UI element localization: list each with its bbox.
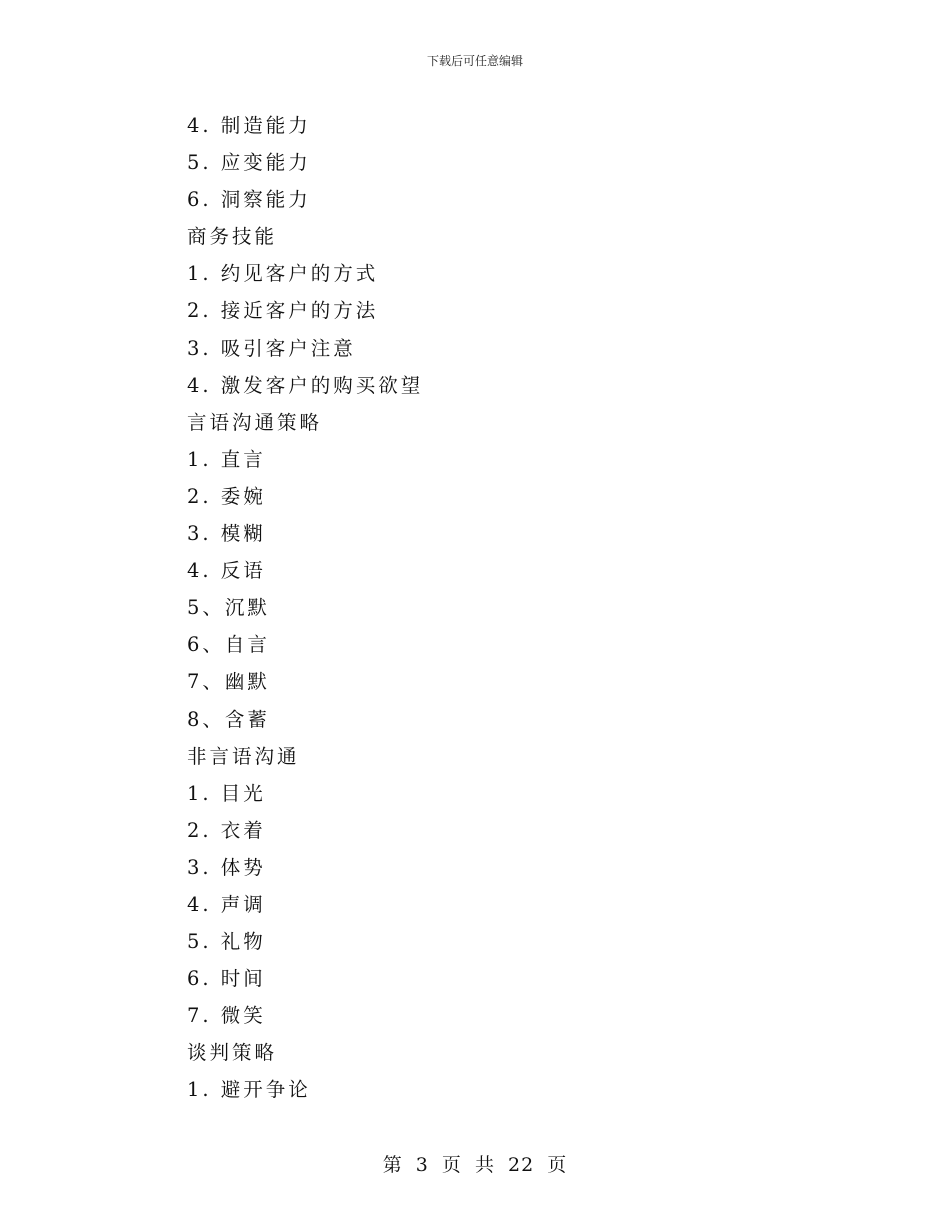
list-item: 1. 直言 <box>187 447 266 471</box>
page-number-footer: 第 3 页 共 22 页 <box>382 1154 568 1176</box>
list-item: 1. 约见客户的方式 <box>187 262 379 286</box>
list-item: 7. 微笑 <box>187 1004 266 1028</box>
list-item: 6. 洞察能力 <box>187 188 311 212</box>
list-item: 3. 模糊 <box>187 522 266 546</box>
list-item: 2. 衣着 <box>187 818 266 842</box>
list-item: 4. 制造能力 <box>187 114 311 137</box>
list-item: 6. 时间 <box>187 967 266 991</box>
section-heading: 非言语沟通 <box>187 744 300 768</box>
section-heading: 谈判策略 <box>187 1041 278 1065</box>
list-item: 2. 接近客户的方法 <box>187 299 379 323</box>
list-item: 5. 礼物 <box>187 930 266 954</box>
list-item: 1. 目光 <box>187 781 266 805</box>
list-item: 1. 避开争论 <box>187 1078 311 1102</box>
list-item: 4. 反语 <box>187 559 266 583</box>
document-body <box>187 107 867 1109</box>
section-heading: 商务技能 <box>187 225 278 249</box>
list-item: 5、沉默 <box>187 596 270 620</box>
list-item: 2. 委婉 <box>187 484 266 508</box>
list-item: 5. 应变能力 <box>187 151 311 175</box>
list-item: 7、幽默 <box>187 670 270 694</box>
section-heading: 言语沟通策略 <box>187 410 323 434</box>
list-item: 6、自言 <box>187 633 270 657</box>
page-header: 下载后可任意编辑 <box>426 54 523 68</box>
list-item: 4. 激发客户的购买欲望 <box>187 373 424 397</box>
list-item: 3. 吸引客户注意 <box>187 336 356 360</box>
list-item: 4. 声调 <box>187 892 266 916</box>
list-item: 3. 体势 <box>187 855 266 879</box>
list-item: 8、含蓄 <box>187 707 270 731</box>
